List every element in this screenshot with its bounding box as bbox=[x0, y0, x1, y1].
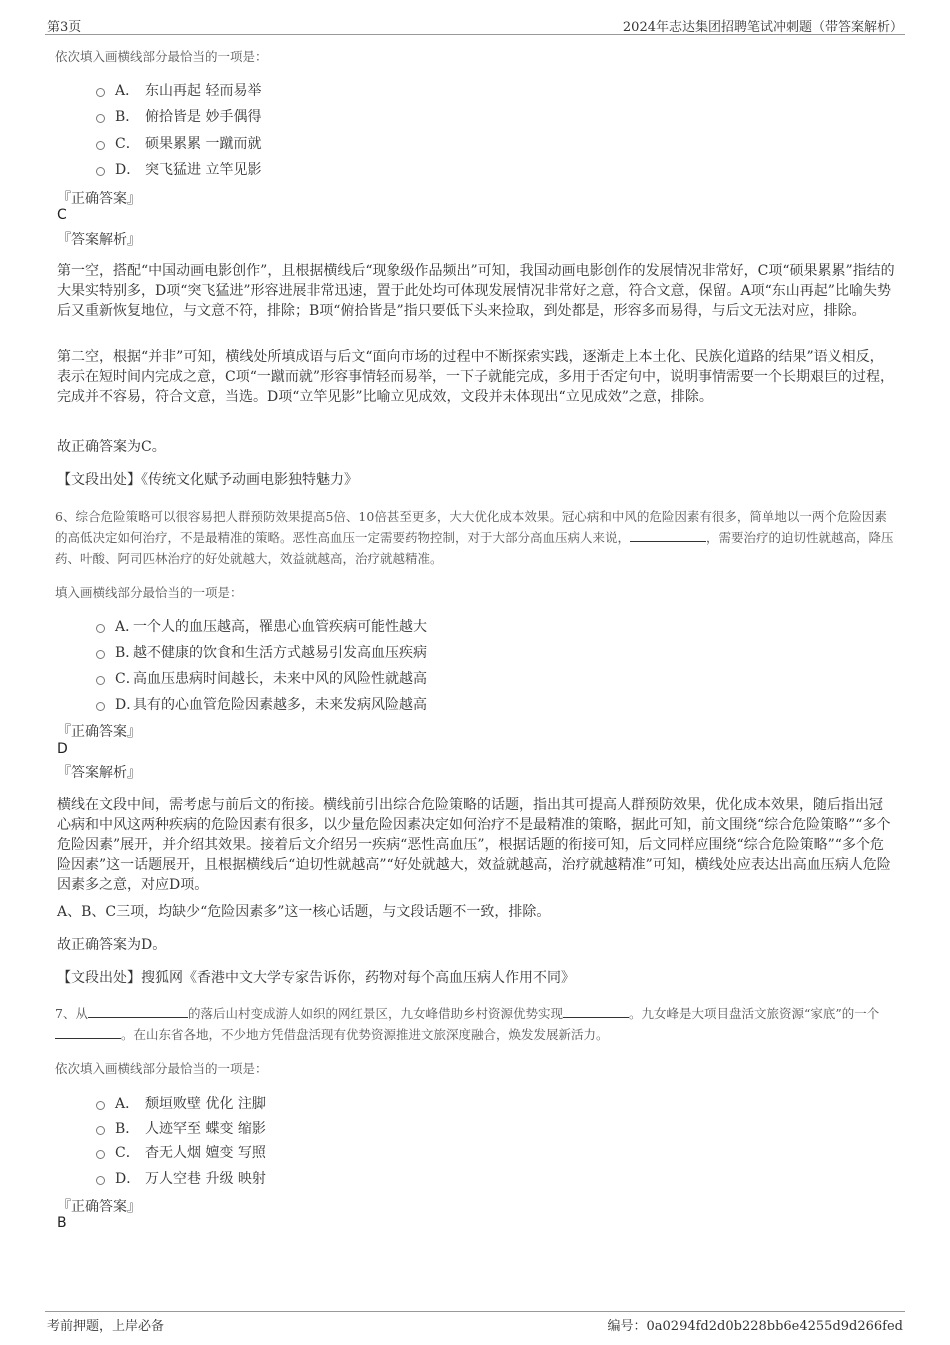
q5-analysis-paragraph-1: 第一空，搭配“中国动画电影创作”，且根据横线后“现象级作品频出”可知，我国动画电影创作的发展情况非常好，C项“硕果累累”指结的大果实特别多，D项“突飞猛进”形容进展非常迅速，置于此处均可体现发展情况非常好之意，符合文意，保留。A项“东山再起”比喻失势后又重新恢复地位，与文意不符，排除；B项“俯拾皆是”指只要低下头来捡取，到处都是，形容多而易得，与后文无法对应，排除。 bbox=[57, 263, 895, 319]
q6-option-c[interactable]: C． 高血压患病时间越长，未来中风的风险性就越高 bbox=[96, 668, 427, 688]
q6-answer: D bbox=[57, 741, 68, 757]
radio-icon[interactable] bbox=[96, 1101, 105, 1110]
radio-icon[interactable] bbox=[96, 1176, 105, 1185]
q6-analysis-paragraph-1: 横线在文段中间，需考虑与前后文的衔接。横线前引出综合危险策略的话题，指出其可提高人群预防效果，优化成本效果，随后指出冠心病和中风这两种疾病的危险因素有很多，以少量危险因素决定如何治疗不是最精准的策略，据此可知，前文围绕“综合危险策略”“多个危险因素”展开，并介绍其效果。接着后文介绍另一疾病“恶性高血压”，根据话题的衔接可知，后文同样应围绕“综合危险策略”“多个危险因素”这一话题展开，且根据横线后“迫切性就越高”“好处就越大，效益就越高，治疗就越精准”可知，横线处应表达出高血压病人危险因素多之意，对应D项。 bbox=[57, 797, 891, 893]
radio-icon[interactable] bbox=[96, 141, 105, 150]
footer-slogan: 考前押题，上岸必备 bbox=[47, 1319, 165, 1334]
q6-option-a[interactable]: A． 一个人的血压越高，罹患心血管疾病可能性越大 bbox=[96, 616, 427, 636]
q6-analysis-label: 『答案解析』 bbox=[57, 765, 141, 781]
q6-answer-label: 『正确答案』 bbox=[57, 724, 141, 740]
q5-option-a[interactable]: A． 东山再起 轻而易举 bbox=[96, 80, 261, 100]
q5-option-c[interactable]: C． 硕果累累 一蹴而就 bbox=[96, 133, 261, 153]
q7-answer: B bbox=[57, 1215, 67, 1231]
answer-blank bbox=[563, 1005, 629, 1018]
q6-analysis-conclusion: 故正确答案为D。 bbox=[57, 937, 167, 953]
q6-option-d[interactable]: D． 具有的心血管危险因素越多，未来发病风险越高 bbox=[96, 694, 427, 714]
radio-icon[interactable] bbox=[96, 1126, 105, 1135]
q6-option-b[interactable]: B． 越不健康的饮食和生活方式越易引发高血压疾病 bbox=[96, 642, 427, 662]
q7-answer-label: 『正确答案』 bbox=[57, 1199, 141, 1215]
radio-icon[interactable] bbox=[96, 114, 105, 123]
q6-stem: 6、综合危险策略可以很容易把人群预防效果提高5倍、10倍甚至更多，大大优化成本效果。冠心病和中风的危险因素有很多，简单地以一两个危险因素的高低决定如何治疗，不是最精准的策略。恶性高血压一定需要药物控制，对于大部分高血压病人来说， ，需要治疗的迫切性就越高，降压药、叶酸、阿司匹林治疗的好处就越大，效益就越高，治疗就越精准。 bbox=[55, 509, 894, 566]
radio-icon[interactable] bbox=[96, 702, 105, 711]
answer-blank bbox=[55, 1026, 121, 1039]
q5-option-b[interactable]: B． 俯拾皆是 妙手偶得 bbox=[96, 106, 261, 126]
q7-option-d[interactable]: D． 万人空巷 升级 映射 bbox=[96, 1168, 266, 1188]
radio-icon[interactable] bbox=[96, 650, 105, 659]
q7-option-b[interactable]: B． 人迹罕至 蝶变 缩影 bbox=[96, 1118, 266, 1138]
q7-stem: 7、从 的落后山村变成游人如织的网红景区，九女峰借助乡村资源优势实现 。九女峰是大项目盘活文旅资源“家底”的一个。在山东省各地，不少地方凭借盘活现有优势资源推进文旅深度融合，焕发发展新活力。 bbox=[55, 1006, 880, 1042]
document-title: 2024年志达集团招聘笔试冲刺题（带答案解析） bbox=[622, 20, 903, 35]
answer-blank bbox=[630, 529, 706, 542]
q6-analysis-paragraph-2: A、B、C三项，均缺少“危险因素多”这一核心话题，与文段话题不一致，排除。 bbox=[57, 904, 551, 920]
q7-option-c[interactable]: C． 杳无人烟 嬗变 写照 bbox=[96, 1142, 266, 1162]
q5-prompt: 依次填入画横线部分最恰当的一项是： bbox=[55, 49, 268, 64]
q5-analysis-paragraph-2: 第二空，根据“并非”可知，横线处所填成语与后文“面向市场的过程中不断探索实践，逐渐走上本土化、民族化道路的结果”语义相反，表示在短时间内完成之意，C项“一蹴而就”形容事情轻而易举，一下子就能完成，多用于否定句中，说明事情需要一个长期艰巨的过程，完成并不容易，符合文意，当选。D项“立竿见影”比喻立见成效，文段并未体现出“立见成效”之意，排除。 bbox=[57, 349, 895, 405]
q5-source: 【文段出处】《传统文化赋予动画电影独特魅力》 bbox=[57, 472, 358, 488]
q5-answer-label: 『正确答案』 bbox=[57, 191, 141, 207]
q5-analysis-conclusion: 故正确答案为C。 bbox=[57, 439, 166, 455]
radio-icon[interactable] bbox=[96, 676, 105, 685]
answer-blank bbox=[88, 1005, 188, 1018]
q7-option-a[interactable]: A． 颓垣败壁 优化 注脚 bbox=[96, 1093, 266, 1113]
radio-icon[interactable] bbox=[96, 167, 105, 176]
page-header bbox=[45, 14, 905, 35]
q6-source: 【文段出处】搜狐网《香港中文大学专家告诉你，药物对每个高血压病人作用不同》 bbox=[57, 970, 575, 986]
page-footer bbox=[45, 1311, 905, 1334]
q6-prompt: 填入画横线部分最恰当的一项是： bbox=[55, 585, 243, 600]
q5-answer: C bbox=[57, 207, 67, 223]
q5-analysis-label: 『答案解析』 bbox=[57, 232, 141, 248]
radio-icon[interactable] bbox=[96, 624, 105, 633]
page-number: 第3页 bbox=[47, 20, 82, 35]
q7-prompt: 依次填入画横线部分最恰当的一项是： bbox=[55, 1061, 268, 1076]
q5-option-d[interactable]: D． 突飞猛进 立竿见影 bbox=[96, 159, 261, 179]
document-id: 编号：0a0294fd2d0b228bb6e4255d9d266fed bbox=[607, 1319, 903, 1334]
radio-icon[interactable] bbox=[96, 1150, 105, 1159]
radio-icon[interactable] bbox=[96, 88, 105, 97]
